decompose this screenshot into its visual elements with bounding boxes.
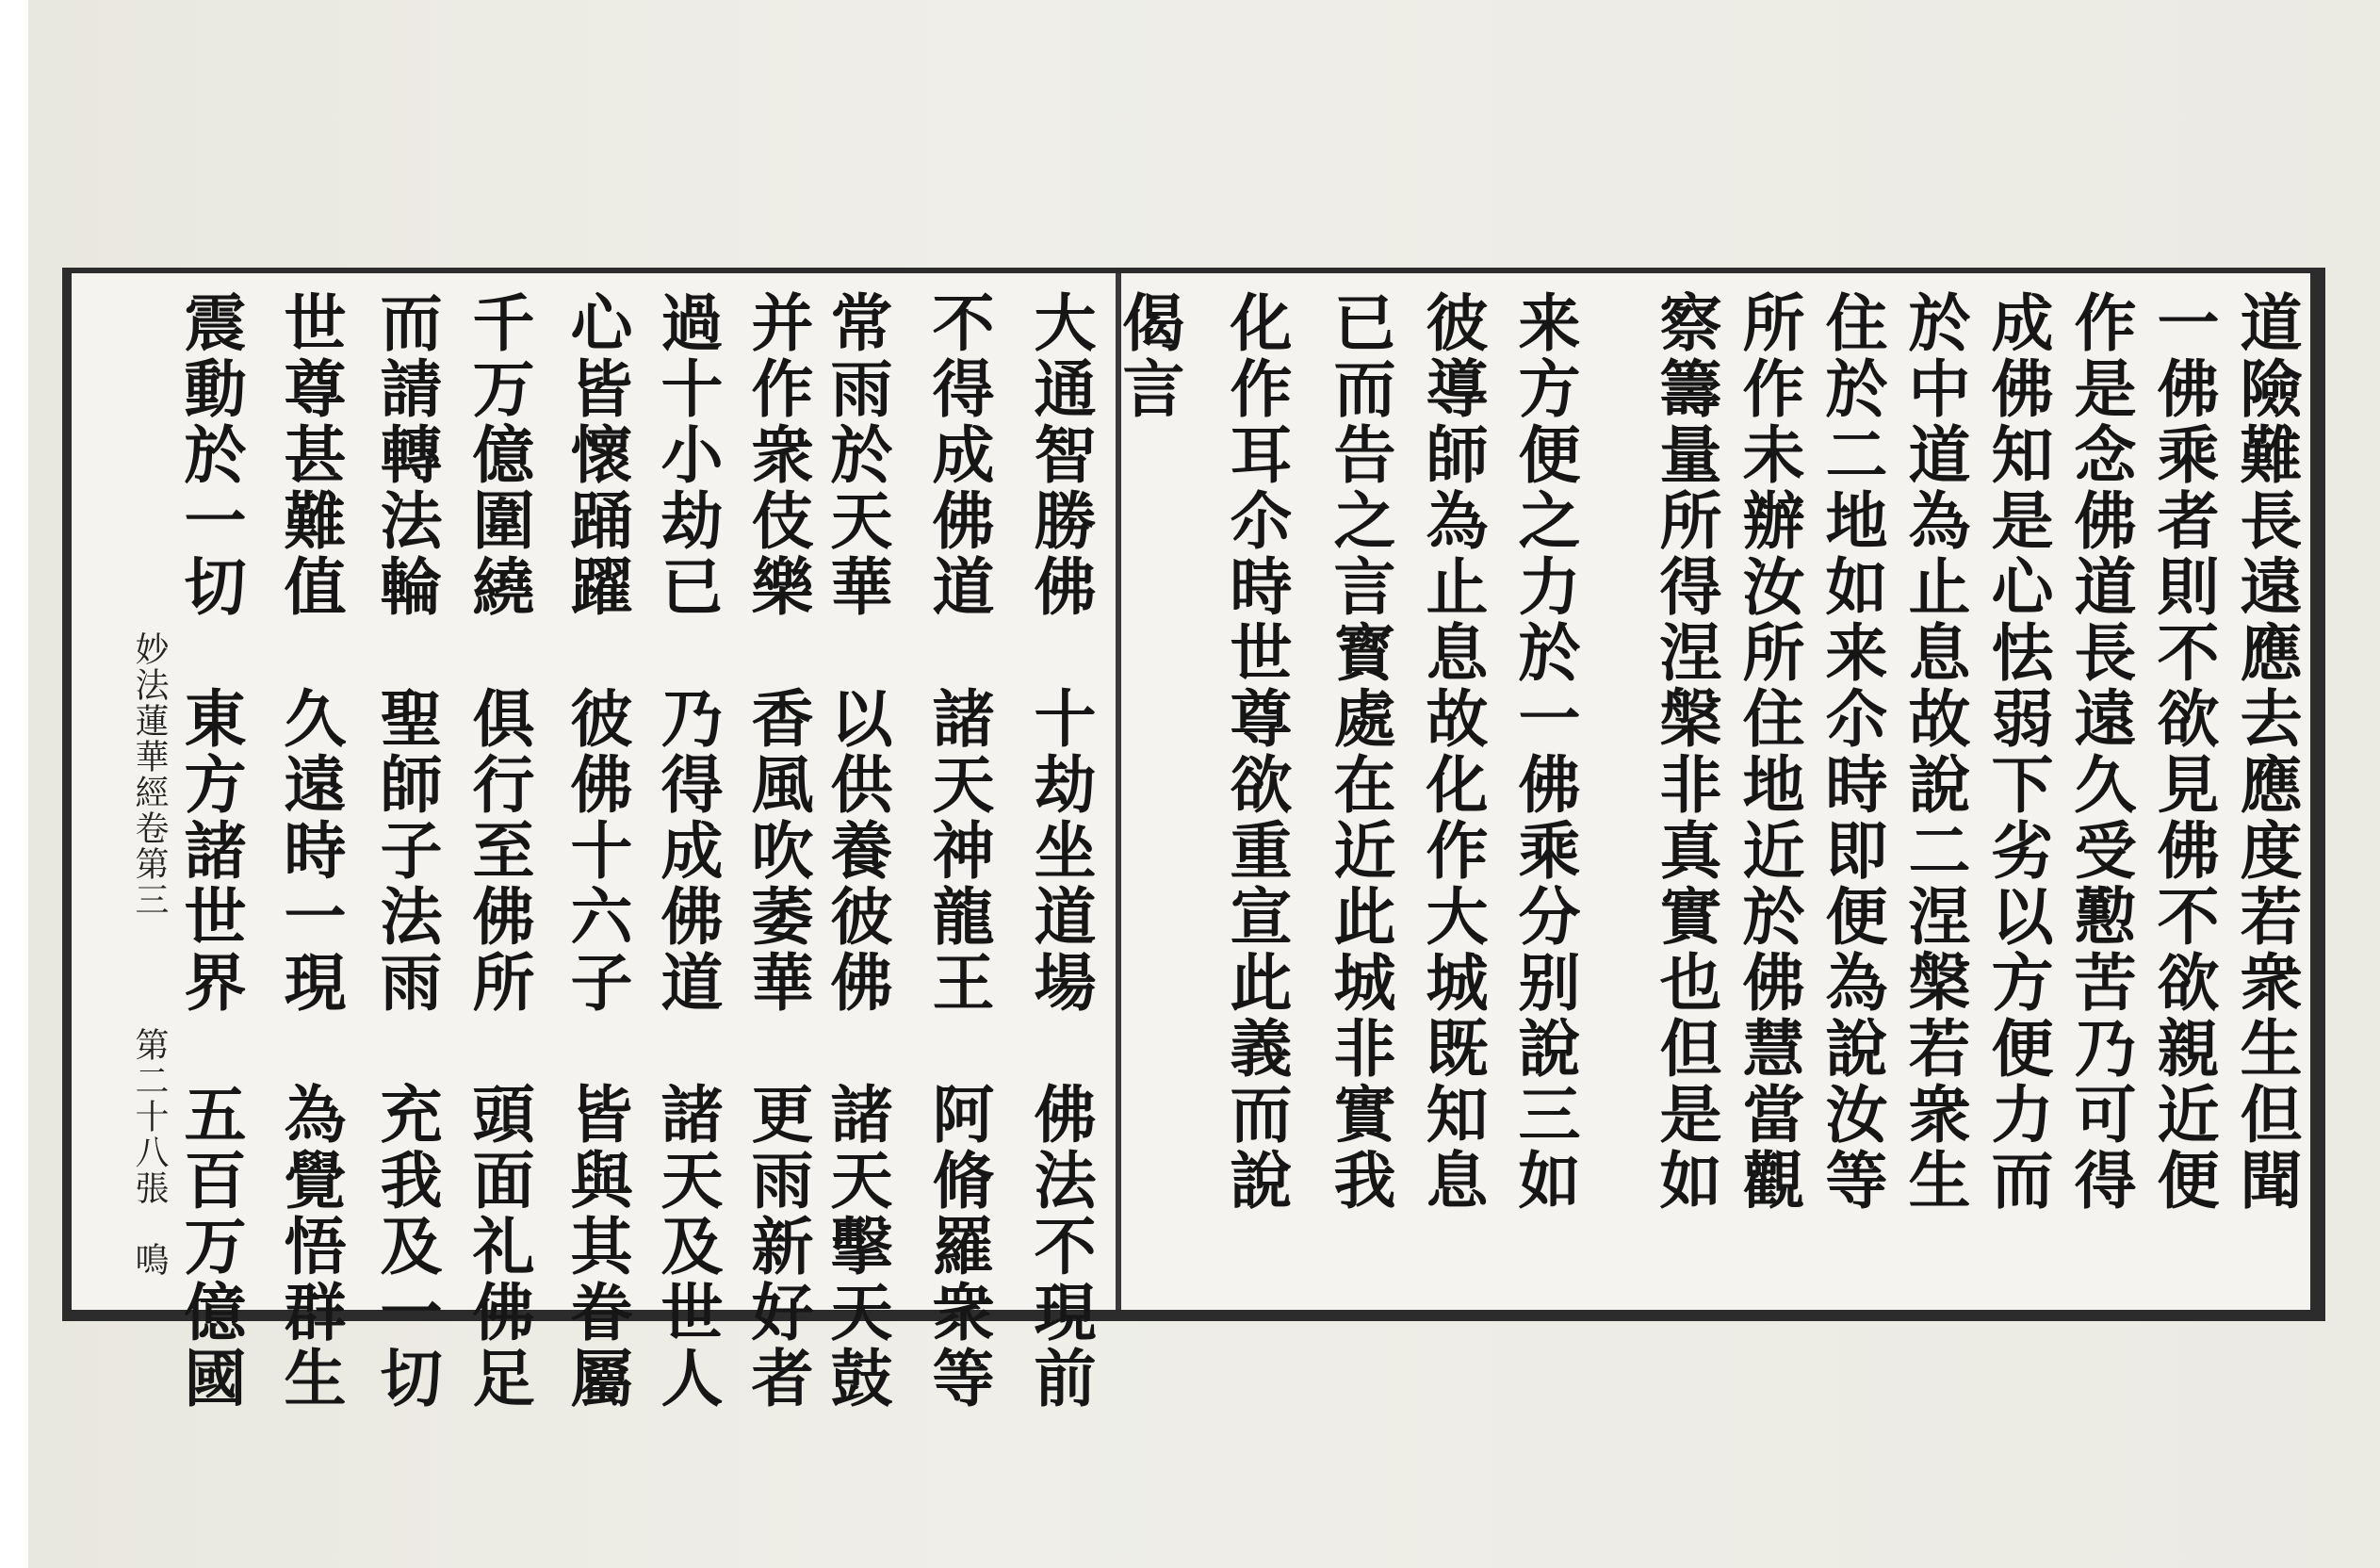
verse-column-10: 震動於一切 東方諸世界 五百万億國 bbox=[173, 290, 247, 1412]
verse-column-2: 不得成佛道 諸天神龍王 阿脩羅衆等 bbox=[921, 290, 995, 1412]
sheet-edge bbox=[0, 0, 28, 1568]
text-column-12: 化作耳尒時世尊欲重宣此義而說 bbox=[1219, 290, 1293, 1214]
text-column-1: 道險難長遠應去應度若衆生但聞 bbox=[2229, 290, 2303, 1214]
text-column-4: 成佛知是心怯弱下劣以方便力而 bbox=[1981, 290, 2054, 1214]
verse-column-4: 并作衆伎樂 香風吹萎華 更雨新好者 bbox=[741, 290, 814, 1412]
text-column-9: 来方便之力於一佛乘分别說三如 bbox=[1508, 290, 1581, 1214]
text-column-13: 偈言 bbox=[1112, 290, 1185, 422]
text-column-6: 住於二地如来尒時即便為說汝等 bbox=[1815, 290, 1888, 1214]
verse-column-9: 世尊甚難值 久遠時一現 為覺悟群生 bbox=[273, 290, 347, 1412]
center-fold-divider bbox=[1116, 273, 1121, 1310]
verse-column-8: 而請轉法輪 聖師子法雨 充我及一切 bbox=[369, 290, 443, 1412]
verse-column-1: 大通智勝佛 十劫坐道場 佛法不現前 bbox=[1023, 290, 1097, 1412]
verse-column-7: 千万億圍繞 俱行至佛所 頭面礼佛足 bbox=[462, 290, 535, 1412]
text-column-7: 所作未辦汝所住地近於佛慧當觀 bbox=[1732, 290, 1805, 1214]
verse-column-6: 心皆懷踊躍 彼佛十六子 皆與其眷屬 bbox=[560, 290, 633, 1412]
margin-page-number: 第二十八張 鳴 bbox=[130, 1027, 169, 1278]
text-column-8: 察籌量所得涅槃非真實也但是如 bbox=[1649, 290, 1722, 1214]
text-column-11: 已而告之言寳處在近此城非實我 bbox=[1323, 290, 1396, 1214]
verse-column-3: 常雨於天華 以供養彼佛 諸天擊天鼓 bbox=[820, 290, 893, 1412]
text-column-2: 一佛乘者則不欲見佛不欲親近便 bbox=[2146, 290, 2220, 1214]
text-column-5: 於中道為止息故說二涅槃若衆生 bbox=[1898, 290, 1971, 1214]
text-column-10: 彼導師為止息故化作大城既知息 bbox=[1415, 290, 1489, 1214]
margin-sutra-title: 妙法蓮華經卷第三 bbox=[130, 631, 169, 918]
text-column-3: 作是念佛道長遠久受懃苦乃可得 bbox=[2063, 290, 2137, 1214]
verse-column-5: 過十小劫已 乃得成佛道 諸天及世人 bbox=[650, 290, 724, 1412]
